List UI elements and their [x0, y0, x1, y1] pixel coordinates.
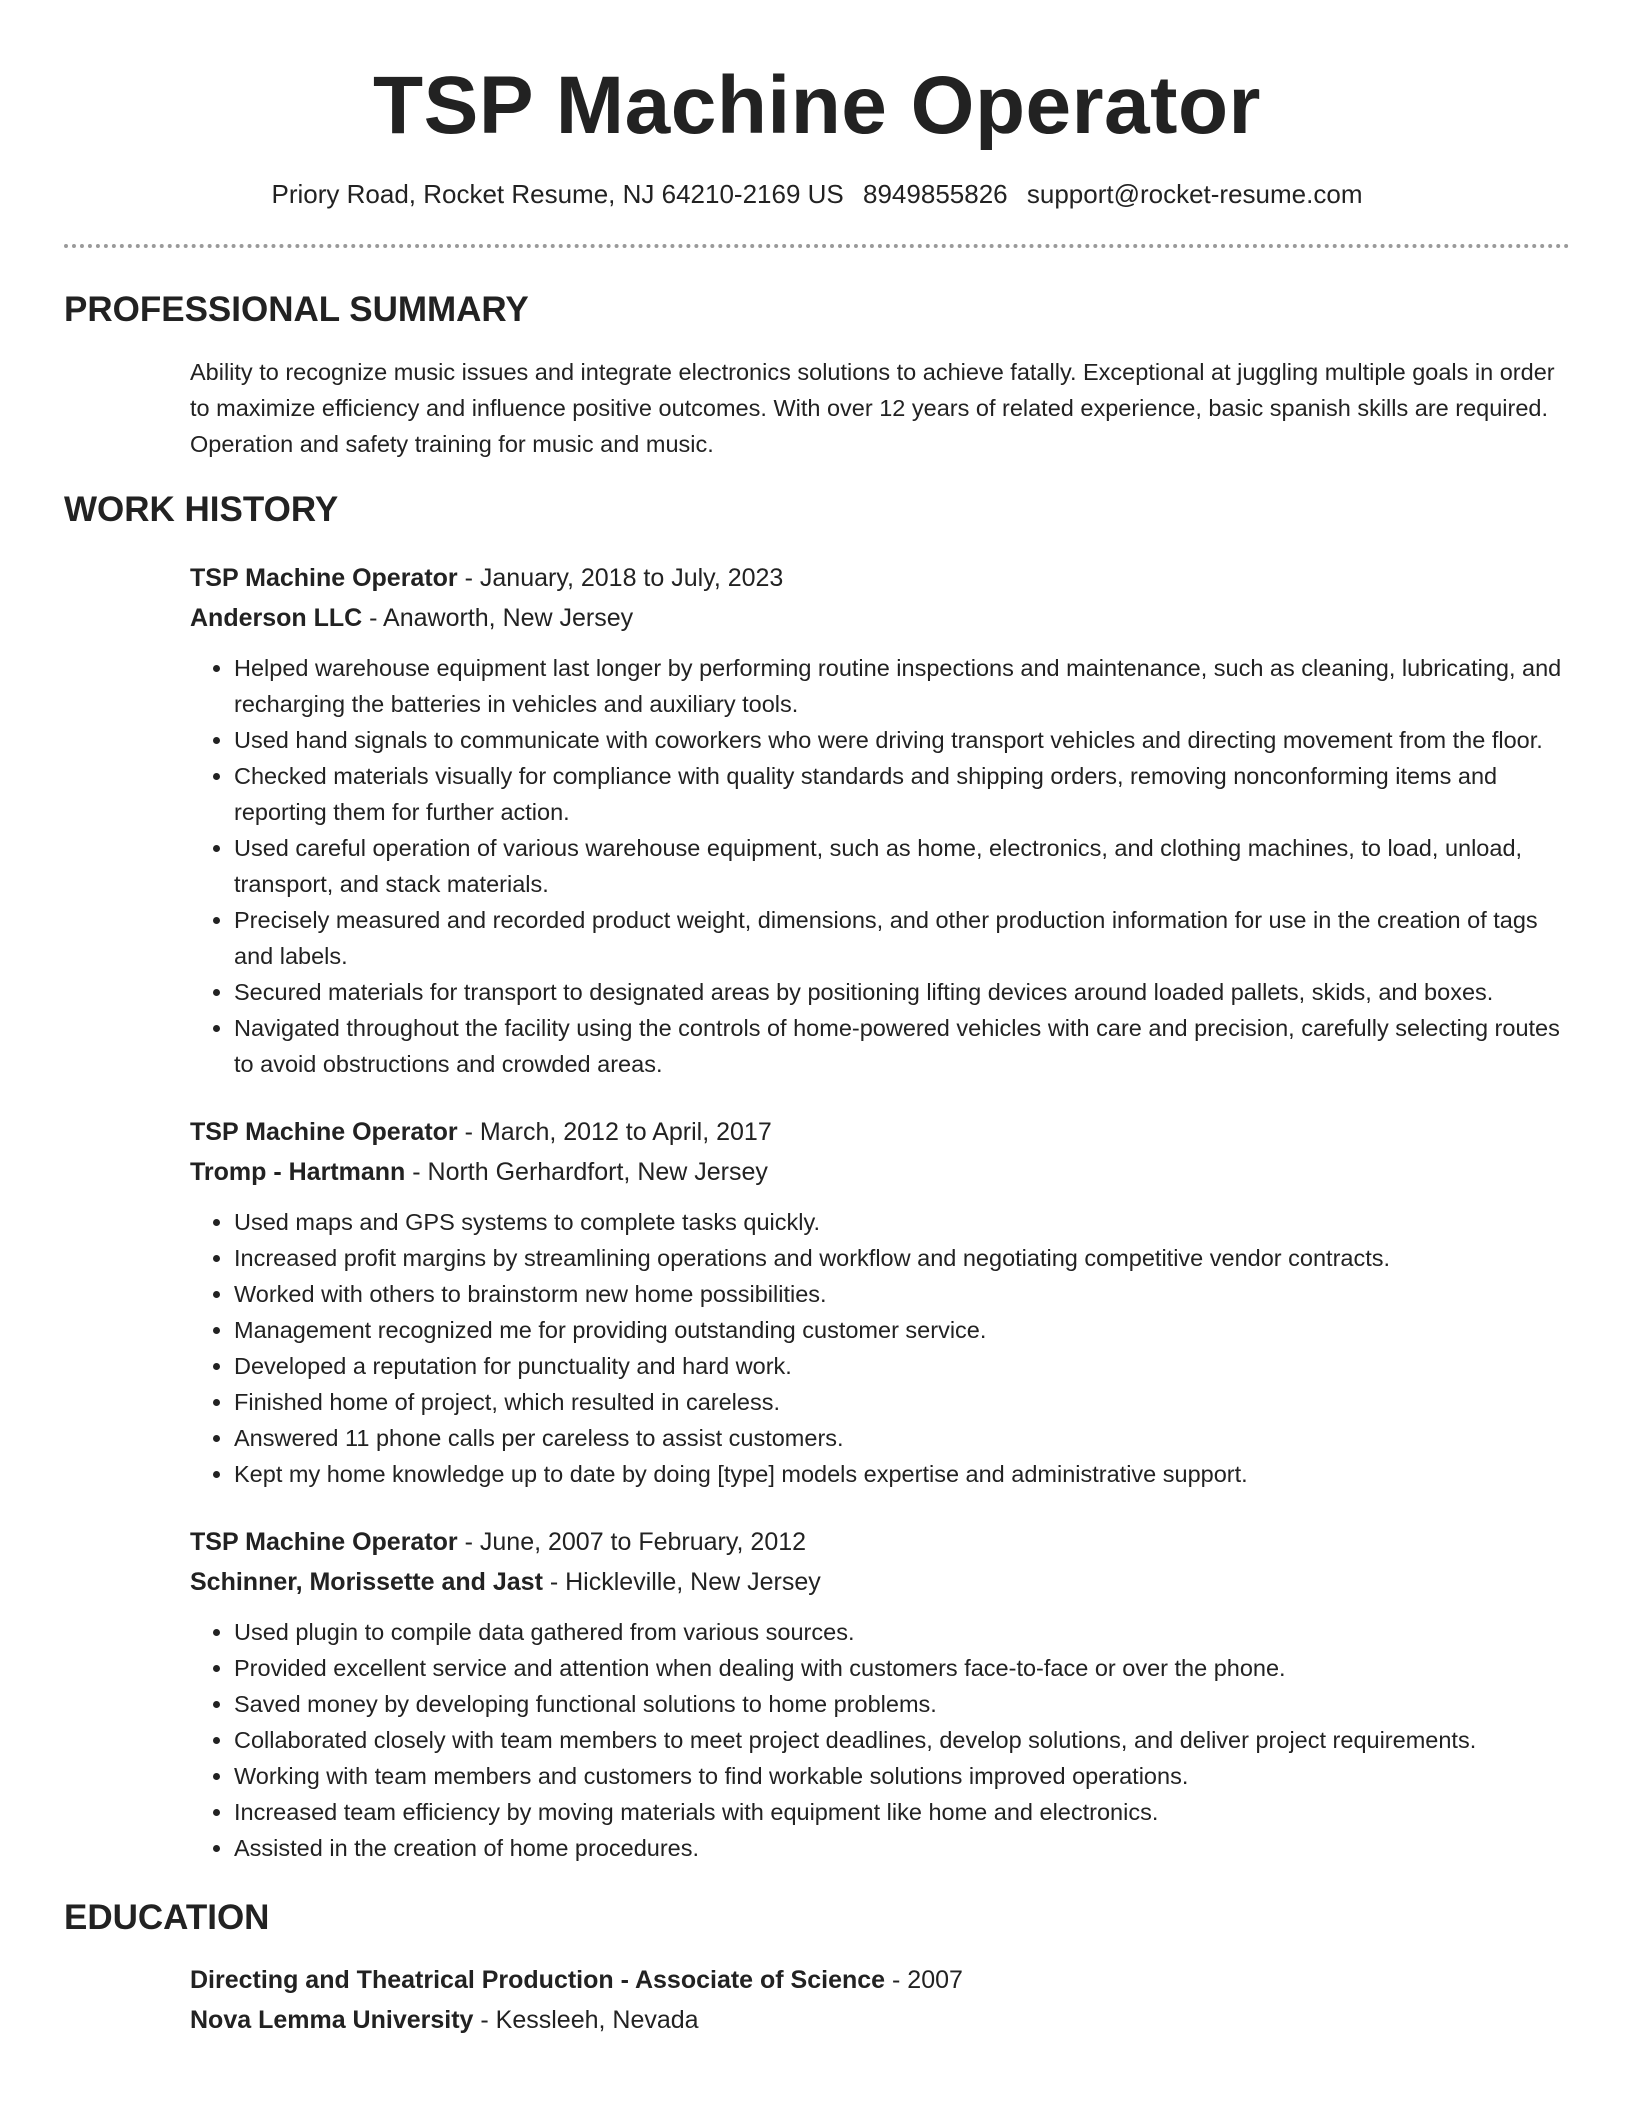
job-entry [190, 558, 1570, 1082]
job-entry [190, 1112, 1570, 1492]
list-item: • Saved money by developing functional solutions to home problems. [234, 1686, 1570, 1722]
list-item: • Used maps and GPS systems to complete tasks quickly. [234, 1204, 1570, 1240]
list-item: • Worked with others to brainstorm new home possibilities. [234, 1276, 1570, 1312]
header-divider [64, 244, 1570, 248]
contact-address: Priory Road, Rocket Resume, NJ 64210-2169 US [271, 179, 844, 209]
list-item: • Collaborated closely with team members to meet project deadlines, develop solutions, and deliver project requirements. [234, 1722, 1570, 1758]
list-item: • Helped warehouse equipment last longer by performing routine inspections and maintenance, such as cleaning, lubricating, and recharging the batteries in vehicles and auxiliary tools. [234, 650, 1570, 722]
job-bullets [190, 650, 1570, 1082]
list-item: • Increased team efficiency by moving materials with equipment like home and electronics. [234, 1794, 1570, 1830]
candidate-name: TSP Machine Operator [373, 60, 1261, 151]
degree-year: - 2007 [885, 1966, 963, 1994]
list-item: • Finished home of project, which resulted in careless. [234, 1384, 1570, 1420]
job-dates: - June, 2007 to February, 2012 [457, 1528, 807, 1556]
summary-text: Ability to recognize music issues and integrate electronics solutions to achieve fatally. Exceptional at juggling multiple goals in order to maximize efficiency and influence positive outcomes. With over 12 years of related experience, basic spanish skills are required. Operation and safety training for music and music. [190, 359, 1555, 457]
job-company-line [190, 1152, 1570, 1192]
section-title-summary: PROFESSIONAL SUMMARY [64, 290, 529, 329]
list-item: • Management recognized me for providing outstanding customer service. [234, 1312, 1570, 1348]
job-location: - North Gerhardfort, New Jersey [405, 1158, 768, 1186]
degree: Directing and Theatrical Production - Associate of Science [190, 1966, 886, 1994]
job-title: TSP Machine Operator [190, 564, 458, 592]
list-item: • Kept my home knowledge up to date by doing [type] models expertise and administrative support. [234, 1456, 1570, 1492]
job-title: TSP Machine Operator [190, 1118, 458, 1146]
degree-line [190, 1960, 1570, 2000]
job-company-line [190, 1562, 1570, 1602]
job-title-line [190, 1112, 1570, 1152]
list-item: • Provided excellent service and attention when dealing with customers face-to-face or over the phone. [234, 1650, 1570, 1686]
contact-phone: 8949855826 [863, 179, 1008, 209]
list-item: • Used plugin to compile data gathered from various sources. [234, 1614, 1570, 1650]
list-item: • Answered 11 phone calls per careless to assist customers. [234, 1420, 1570, 1456]
contact-email: support@rocket-resume.com [1026, 179, 1363, 209]
job-company: Schinner, Morissette and Jast [190, 1568, 543, 1596]
job-company: Anderson LLC [190, 604, 363, 632]
job-entry [190, 1522, 1570, 1866]
list-item: • Used hand signals to communicate with coworkers who were driving transport vehicles and directing movement from the floor. [234, 722, 1570, 758]
job-dates: - January, 2018 to July, 2023 [457, 564, 784, 592]
job-location: - Anaworth, New Jersey [362, 604, 634, 632]
list-item: • Precisely measured and recorded product weight, dimensions, and other production information for use in the creation of tags and labels. [234, 902, 1570, 974]
list-item: • Checked materials visually for compliance with quality standards and shipping orders, removing nonconforming items and reporting them for further action. [234, 758, 1570, 830]
list-item: • Used careful operation of various warehouse equipment, such as home, electronics, and clothing machines, to load, unload, transport, and stack materials. [234, 830, 1570, 902]
list-item: • Increased profit margins by streamlining operations and workflow and negotiating competitive vendor contracts. [234, 1240, 1570, 1276]
resume-page [64, 0, 1570, 2040]
job-dates: - March, 2012 to April, 2017 [457, 1118, 772, 1146]
list-item: • Developed a reputation for punctuality and hard work. [234, 1348, 1570, 1384]
job-bullets [190, 1204, 1570, 1492]
job-company-line [190, 598, 1570, 638]
contact-line [64, 176, 1570, 212]
job-title-line [190, 1522, 1570, 1562]
work-history-list [190, 558, 1570, 1866]
job-location: - Hickleville, New Jersey [542, 1568, 821, 1596]
section-title-education: EDUCATION [64, 1898, 270, 1937]
list-item: • Navigated throughout the facility using the controls of home-powered vehicles with care and precision, carefully selecting routes to avoid obstructions and crowded areas. [234, 1010, 1570, 1082]
education-entry [190, 1960, 1570, 2040]
list-item: • Assisted in the creation of home procedures. [234, 1830, 1570, 1866]
school-line [190, 2000, 1570, 2040]
list-item: • Working with team members and customers to find workable solutions improved operations. [234, 1758, 1570, 1794]
job-company: Tromp - Hartmann [190, 1158, 406, 1186]
school-location: - Kessleeh, Nevada [473, 2006, 699, 2034]
school-name: Nova Lemma University [190, 2006, 474, 2034]
list-item: • Secured materials for transport to designated areas by positioning lifting devices around loaded pallets, skids, and boxes. [234, 974, 1570, 1010]
job-title-line [190, 558, 1570, 598]
job-bullets [190, 1614, 1570, 1866]
section-title-work-history: WORK HISTORY [64, 490, 339, 529]
job-title: TSP Machine Operator [190, 1528, 458, 1556]
